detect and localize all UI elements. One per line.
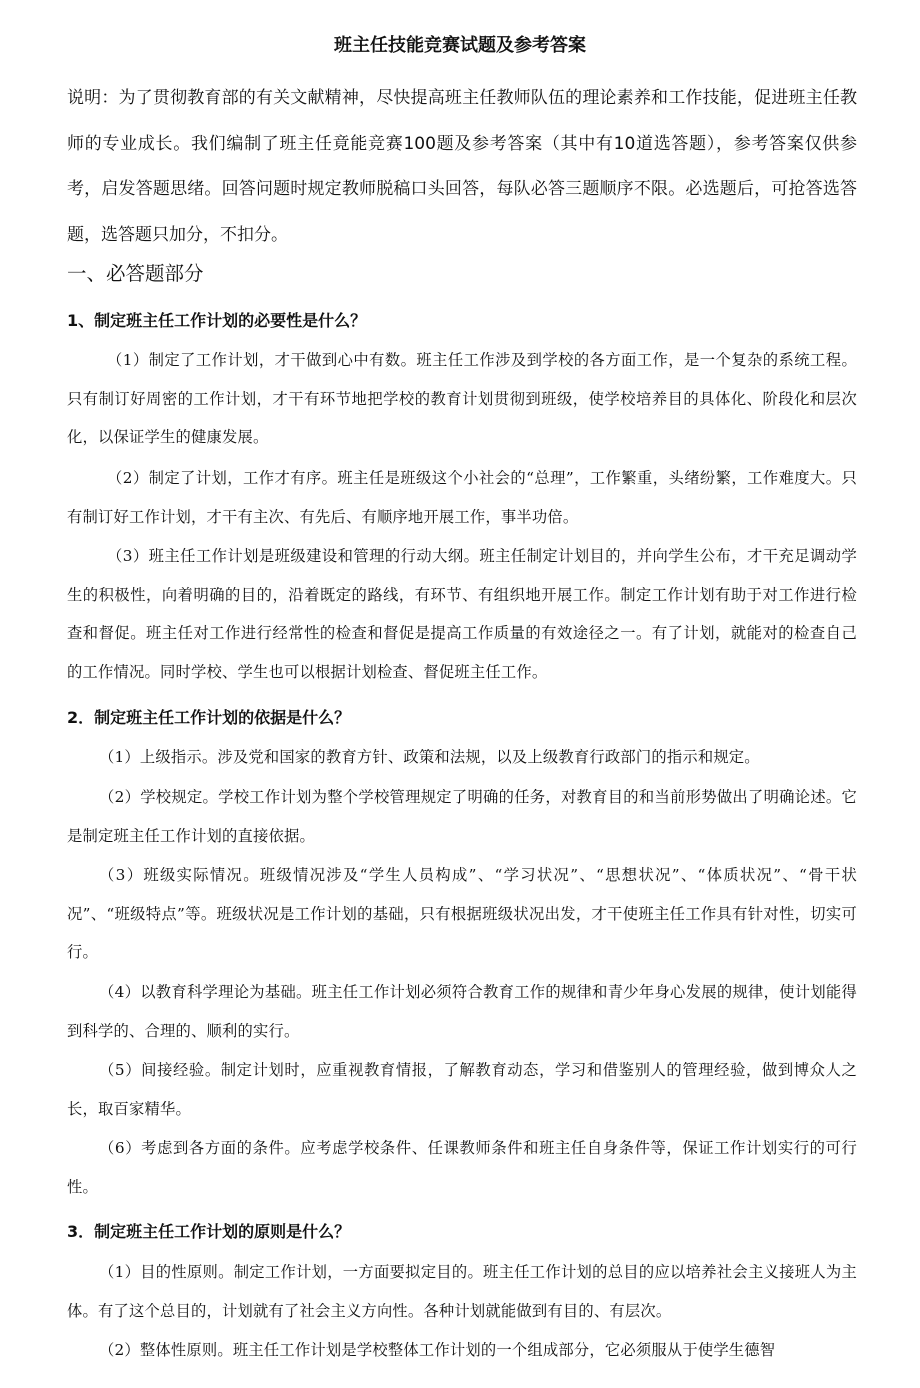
question-1-answer-3: （3）班主任工作计划是班级建设和管理的行动大纲。班主任制定计划目的，并向学生公布，才干充足调动学生的积极性，向着明确的目的，沿着既定的路线，有环节、有组织地开展工作。制定工作计划有助于对工作进行检查和督促。班主任对工作进行经常性的检查和督促是提高工作质量的有效途径之一。有了计划，就能对的检查自己的工作情况。同时学校、学生也可以根据计划检查、督促班主任工作。 xyxy=(67,547,857,681)
question-1-answer-2: （2）制定了计划，工作才有序。班主任是班级这个小社会的“总理”，工作繁重，头绪纷繁，工作难度大。只有制订好工作计划，才干有主次、有先后、有顺序地开展工作，事半功倍。 xyxy=(67,469,857,526)
section-heading-required: 一、必答题部分 xyxy=(67,262,204,285)
question-2-answer-6: （6）考虑到各方面的条件。应考虑学校条件、任课教师条件和班主任自身条件等，保证工作计划实行的可行性。 xyxy=(67,1139,857,1196)
question-3-answer-1: （1）目的性原则。制定工作计划，一方面要拟定目的。班主任工作计划的总目的应以培养社会主义接班人为主体。有了这个总目的，计划就有了社会主义方向性。各种计划就能做到有目的、有层次。 xyxy=(67,1263,857,1320)
question-2-answer-1: （1）上级指示。涉及党和国家的教育方针、政策和法规，以及上级教育行政部门的指示和规定。 xyxy=(99,748,760,766)
question-3-answer-2: （2）整体性原则。班主任工作计划是学校整体工作计划的一个组成部分，它必须服从于使学生德智 xyxy=(99,1341,776,1359)
document-title: 班主任技能竞赛试题及参考答案 xyxy=(334,35,586,56)
question-1-heading: 1、制定班主任工作计划的必要性是什么？ xyxy=(67,311,367,330)
question-2-heading: 2．制定班主任工作计划的依据是什么？ xyxy=(67,708,351,727)
question-1-answer-1: （1）制定了工作计划，才干做到心中有数。班主任工作涉及到学校的各方面工作，是一个复杂的系统工程。只有制订好周密的工作计划，才干有环节地把学校的教育计划贯彻到班级，使学校培养目的具体化、阶段化和层次化，以保证学生的健康发展。 xyxy=(67,351,857,446)
question-2-answer-2: （2）学校规定。学校工作计划为整个学校管理规定了明确的任务，对教育目的和当前形势做出了明确论述。它是制定班主任工作计划的直接依据。 xyxy=(67,788,857,845)
question-2-answer-3: （3）班级实际情况。班级情况涉及“学生人员构成”、“学习状况”、“思想状况”、“体质状况”、“骨干状况”、“班级特点”等。班级状况是工作计划的基础，只有根据班级状况出发，才干使班主任工作具有针对性，切实可行。 xyxy=(67,866,857,961)
question-2-answer-5: （5）间接经验。制定计划时，应重视教育情报，了解教育动态，学习和借鉴别人的管理经验，做到博众人之长，取百家精华。 xyxy=(67,1061,857,1118)
question-3-heading: 3．制定班主任工作计划的原则是什么？ xyxy=(67,1222,351,1241)
intro-paragraph: 说明：为了贯彻教育部的有关文献精神，尽快提高班主任教师队伍的理论素养和工作技能，促进班主任教师的专业成长。我们编制了班主任竟能竞赛100题及参考答案（其中有10道选答题），参考答案仅供参考，启发答题思绪。回答问题时规定教师脱稿口头回答，每队必答三题顺序不限。必选题后，可抢答选答题，选答题只加分，不扣分。 xyxy=(67,88,857,245)
question-2-answer-4: （4）以教育科学理论为基础。班主任工作计划必须符合教育工作的规律和青少年身心发展的规律，使计划能得到科学的、合理的、顺利的实行。 xyxy=(67,983,857,1040)
